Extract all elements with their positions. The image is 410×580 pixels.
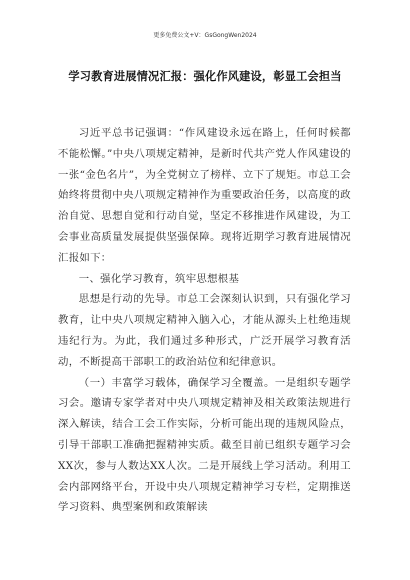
header-note: 更多免费公文+V：GsGongWen2024 xyxy=(153,32,257,39)
section-heading: 一、强化学习教育，筑牢思想根基 xyxy=(78,272,240,285)
document-body xyxy=(58,123,351,518)
subsection-paragraph: （一）丰富学习载体，确保学习全覆盖。一是组织专题学习会。邀请专家学者对中央八项规定精神及相关政策法规进行深入解读，结合工会工作实际，分析可能出现的违规风险点，引导干部职工准确把握精神实质。截至目前已组织专题学习会XX次，参与人数达XX人次。二是开展线上学习活动。利用工会内部网络平台，开设中央八项规定精神学习专栏，定期推送学习资料、典型案例和政策解读 xyxy=(58,376,351,514)
section-paragraph: 思想是行动的先导。市总工会深刻认识到，只有强化学习教育，让中央八项规定精神入脑入心，才能从源头上杜绝违规违纪行为。为此，我们通过多种形式，广泛开展学习教育活动，不断提高干部职工的政治站位和纪律意识。 xyxy=(58,293,351,368)
document-title: 学习教育进展情况汇报：强化作风建设，彰显工会担当 xyxy=(68,69,342,83)
intro-paragraph: 习近平总书记强调：“作风建设永远在路上，任何时候都不能松懈。”中央八项规定精神，是新时代共产党人作风建设的一张“金色名片”，为全党树立了榜样、立下了规矩。市总工会始终将贯彻中央八项规定精神作为重要政治任务，以高度的政治自觉、思想自觉和行动自觉，坚定不移推进作风建设，为工会事业高质量发展提供坚强保障。现将近期学习教育进展情况汇报如下： xyxy=(58,127,351,264)
